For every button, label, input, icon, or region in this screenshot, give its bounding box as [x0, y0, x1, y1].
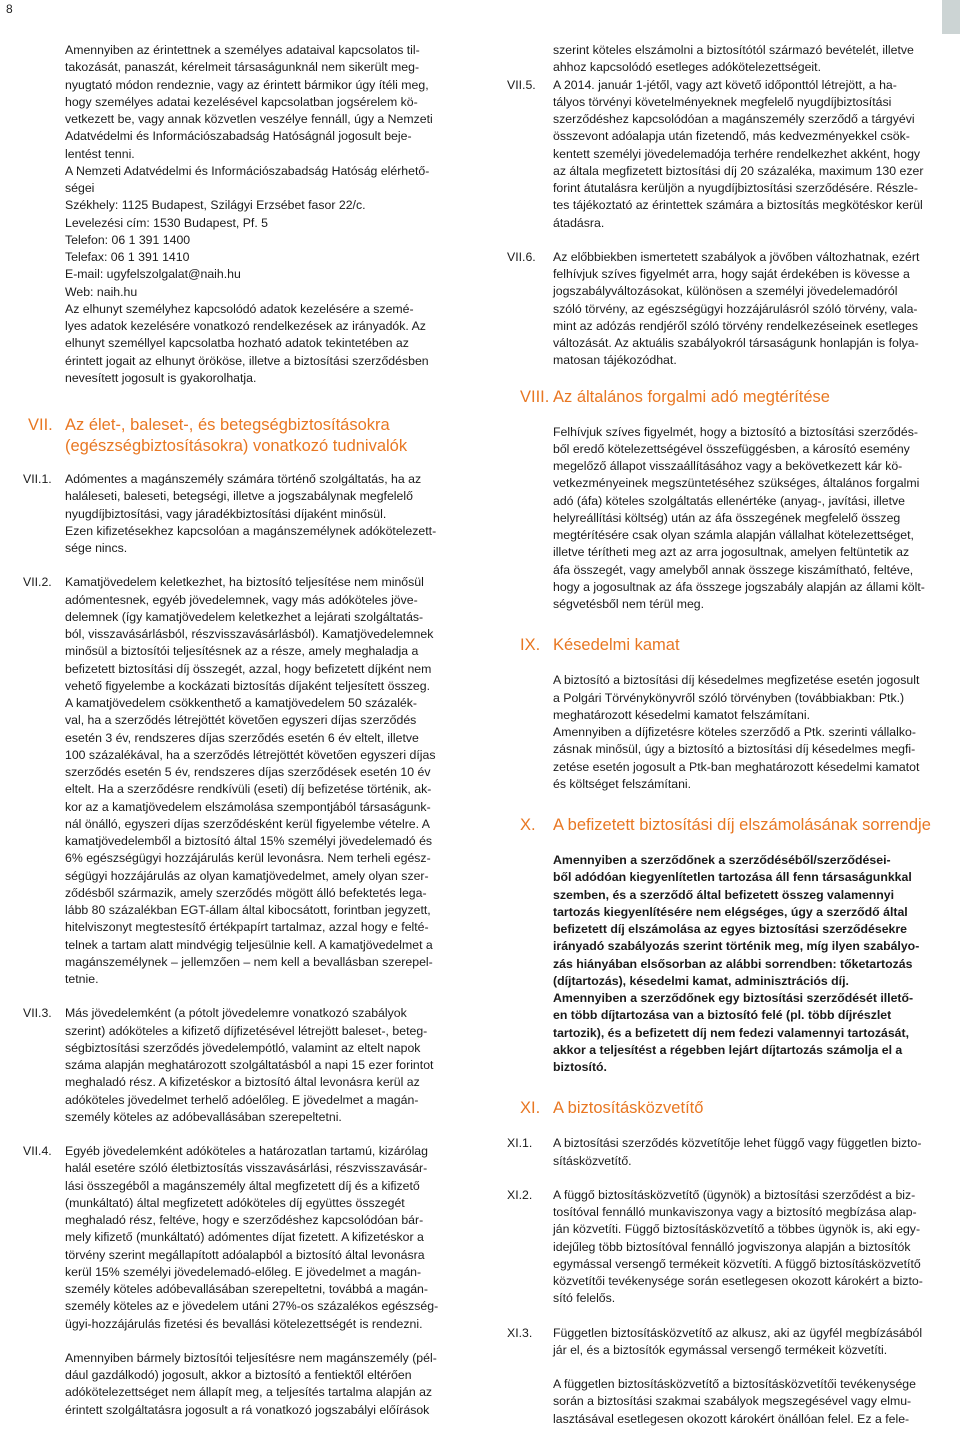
text-line: nevesített jogosult is gyakorolhatja.: [65, 370, 257, 385]
text-line: jogszabályváltozásokat, különösen a személyi jövedelemadóról: [553, 284, 898, 299]
text-line: Ezen kifizetésekhez kapcsolóan a magánszemélynek adókötelezett-: [65, 523, 437, 538]
text-line: A függő biztosításközvetítő (ügynök) a biztosítási szerződést a biz-: [553, 1187, 916, 1202]
authority-contact-title: [65, 163, 472, 198]
text-line: ügyi-hozzájárulás fizetési és bevallási kötelezettségét is rendezni.: [65, 1316, 423, 1331]
section-roman-vii: VII.: [28, 416, 53, 434]
text-line: személy köteles adóbevallásában szerepeltetni, továbbá a magán-: [65, 1282, 428, 1296]
section-extra-paragraph: [553, 1376, 957, 1428]
section-text: [553, 249, 957, 370]
numbered-section: [23, 471, 472, 557]
text-line: lási összegéből a magánszemély által megfizetett díj és a kifizető: [65, 1178, 420, 1193]
section-text: [553, 1135, 957, 1170]
text-line: érintett jogait az elhunyt örököse, illetve a biztosítási szerződésben: [65, 353, 429, 368]
section-number: XI.3.: [507, 1325, 533, 1340]
text-line: ből adódóan kiegyenlítetlen tartozása áll fenn társaságunkkal: [553, 870, 912, 885]
text-line: vehető figyelembe a kockázati biztosítás díjaként teljesített összeg.: [65, 678, 431, 693]
text-line: nál önálló, egyszeri díjas szerződésként kerül figyelembe vételre. A: [65, 816, 430, 831]
numbered-section: [507, 1325, 957, 1360]
text-line: szerződéshez kapcsolódóan a magánszemély szerződő a tárgyévi: [553, 112, 915, 126]
section-text: [65, 471, 472, 557]
text-line: megelőző állapot visszaállításához vagy a bekövetkezett kár kö-: [553, 459, 903, 473]
continuation-paragraph: [553, 42, 957, 77]
text-line: minősül a biztosítói teljesítésnek az a része, amely meghaladja a: [65, 644, 419, 659]
text-line: adómentesnek, egyéb jövedelemnek, vagy más adóköteles jöve-: [65, 592, 418, 607]
page-number: 8: [6, 2, 13, 16]
text-line: ból, visszavásárlásból, részvisszavásárlásból). Kamatjövedelemnek: [65, 627, 434, 641]
section-title-ix: Késedelmi kamat: [553, 636, 680, 655]
text-line: személy köteles az adóbevallásában szerepeltetni.: [65, 1109, 342, 1124]
left-column: [23, 42, 472, 1419]
section-title-viii: Az általános forgalmi adó megtérítése: [553, 387, 830, 406]
text-line: befizetett biztosítási díj összegét, azzal, hogy befizetett díjként nem: [65, 661, 432, 676]
text-line: hogy a jogosultnak az áfa összege jogszabály alapján az állami költ-: [553, 579, 925, 594]
text-line: lább 80 százalékban EGT-állam által kibocsátott, forintban jegyzett,: [65, 903, 431, 917]
numbered-section: [507, 77, 957, 232]
section-text: [553, 1325, 957, 1360]
text-line: ből eredő kötelezettségével összefüggésben, a károsító esemény: [553, 441, 910, 456]
section-number: XI.1.: [507, 1136, 533, 1151]
section-heading-vii: [28, 415, 472, 457]
text-line: szerződés esetén 5 év, rendszeres díjas szerződések esetén 10 év: [65, 765, 431, 779]
text-line: lyes adatok kezelésére vonatkozó rendelkezések az irányadók. Az: [65, 319, 426, 333]
text-line: Az elhunyt személyhez kapcsolódó adatok kezelésére a szemé-: [65, 301, 414, 316]
text-line: takozását, panaszát, kérelmeit társaságunknál nem sikerült meg-: [65, 60, 420, 75]
text-line: sító felelős.: [553, 1291, 616, 1306]
text-line: halál esetére szóló életbiztosítás visszavásárlási, részvisszavásár-: [65, 1161, 428, 1176]
section-number: VII.2.: [23, 575, 52, 590]
text-line: val, ha a szerződés létrejöttét követően egyszeri díjas szerződés: [65, 713, 417, 728]
text-line: meghaladó rész. A kifizetéskor a biztosító által levonásra kerül az: [65, 1075, 420, 1090]
intro-paragraph: [65, 42, 472, 163]
section-number: VII.3.: [23, 1006, 52, 1021]
section-text: [553, 77, 957, 232]
text-line: adóköteles jövedelmet terhelő adóelőleg. E jövedelmet a magán-: [65, 1092, 419, 1107]
section-roman-x: X.: [520, 816, 536, 834]
text-line: Felhívjuk szíves figyelmét, hogy a biztosító a biztosítási szerződés-: [553, 424, 918, 439]
section-title-vii-line1: Az élet-, baleset-, és betegségbiztosításokra: [65, 416, 390, 434]
text-line: tosítóval fennálló munkaviszonya vagy a biztosító megbízása alap-: [553, 1205, 917, 1219]
numbered-section: [507, 249, 957, 370]
text-line: változását. Az aktuális szabályokról társaságunk honlapján is folya-: [553, 336, 919, 350]
text-line: elhunyt személlyel kapcsolatba hozható adatok tekintetében az: [65, 336, 409, 351]
section-extra-paragraph: [65, 1350, 472, 1419]
text-line: 6% egészségügyi hozzájárulás kerül levonásra. Nem terheli egész-: [65, 851, 431, 866]
text-line: 100 százalékával, ha a szerződés létrejöttét követően egyszeri díjas: [65, 747, 436, 762]
text-line: Független biztosításközvetítő az alkusz, aki az ügyfél megbízásából: [553, 1325, 923, 1340]
text-line: és költséget felszámítani.: [553, 776, 692, 791]
numbered-section: [23, 1143, 472, 1333]
section-title-x: A befizetett biztosítási díj elszámolásának sorrendje: [553, 816, 931, 834]
text-line: tályos törvényi követelményeknek megfelelő nyugdíjbiztosítási: [553, 94, 892, 109]
text-line: akkor a teljesítést a régebben lejárt díjtartozás számolja el a: [553, 1042, 903, 1057]
text-line: egymással versengő termékeit közvetíti. A függő biztosításközvetítő: [553, 1256, 921, 1271]
text-line: A biztosító a biztosítási díj késedelmes megfizetése esetén jogosult: [553, 673, 920, 688]
text-line: telnek a tartam alatt mindvégig teljesülnie kell. A kamatjövedelmet a: [65, 937, 433, 952]
text-line: tes tájékoztató az érintettek számára a biztosítás megkötéskor kerül: [553, 198, 923, 213]
text-line: összevont adóalapja után fizetendő, más kedvezményekkel csök-: [553, 129, 910, 144]
text-line: adó (áfa) köteles szolgáltatás ellenértéke (anyag-, javítási, illetve: [553, 493, 906, 508]
text-line: illetve térítheti meg azt az arra jogosultnak, amelyen feltüntetik az: [553, 545, 910, 560]
text-line: (díjtartozás), késedelmi kamat, adminisztrációs díj.: [553, 973, 849, 988]
text-line: ahhoz kapcsolódó esetleges adókötelezettségeit.: [553, 60, 821, 75]
section-text: [65, 1143, 472, 1333]
text-line: esetén 3 év, rendszeres díjas szerződés esetén 6 év eltelt, illetve: [65, 730, 419, 745]
text-line: eltelt. Ha a szerződésre rendkívüli (eseti) díj befizetése történik, ak-: [65, 782, 432, 797]
text-line: Levelezési cím: 1530 Budapest, Pf. 5: [65, 215, 269, 230]
text-line: (munkáltató) által megfizetett adóköteles díj együttes összegét: [65, 1195, 405, 1210]
text-line: kamatjövedelemből a biztosító által 15% személyi jövedelemadó és: [65, 834, 433, 848]
text-line: ján közvetíti. Függő biztosításközvetítő a többes ügynök is, aki egy-: [553, 1222, 921, 1237]
text-line: irányadó szabályozás szerint történik meg, míg ilyen szabályo-: [553, 939, 920, 954]
section-roman-xi: XI.: [520, 1099, 541, 1118]
text-line: Telefax: 06 1 391 1410: [65, 250, 190, 264]
numbered-section: [23, 574, 472, 988]
text-line: biztosító.: [553, 1060, 607, 1074]
text-line: Egyéb jövedelemként adóköteles a határozatlan tartamú, kizárólag: [65, 1144, 428, 1158]
text-line: érintett szolgáltatásra jogosult a rá vonatkozó jogszabályi előírások: [65, 1402, 430, 1417]
text-line: vetkezett be, vagy annak közvetlen veszélye fennáll, úgy a Nemzeti: [65, 112, 433, 126]
section-number: XI.2.: [507, 1187, 533, 1202]
section-roman-viii: VIII.: [520, 387, 550, 406]
text-line: hogy személyes adatai kezelésével kapcsolatban jogsérelem kö-: [65, 94, 418, 109]
text-line: zás hiányában elsősorban az alábbi sorrendben: tőketartozás: [553, 956, 913, 971]
text-line: A biztosítási szerződés közvetítője lehet függő vagy független bizto-: [553, 1136, 922, 1151]
text-line: meghatározott késedelmi kamatot felszámítani.: [553, 707, 810, 722]
text-line: ségügyi hozzájárulás az olyan kamatjövedelmet, amely olyan szer-: [65, 868, 429, 883]
text-line: személy köteles az e jövedelem utáni 27%-os százalékos egészség-: [65, 1299, 439, 1314]
text-line: tartozás kiegyenlítésére nem elégséges, úgy a szerződő által: [553, 904, 908, 919]
text-line: adókötelezettséget nem állapít meg, a teljesítés tartalma alapján az: [65, 1385, 433, 1400]
section-text: [65, 1005, 472, 1126]
text-line: tartozik), és a befizetett díj nem fedezi valamennyi tartozását,: [553, 1025, 910, 1040]
section-title-vii-line2: (egészségbiztosításokra) vonatkozó tudnivalók: [65, 437, 408, 455]
text-line: sége nincs.: [65, 541, 128, 555]
text-line: matosan tájékozódhat.: [553, 353, 677, 368]
text-line: Amennyiben az érintettnek a személyes adataival kapcsolatos til-: [65, 43, 420, 57]
text-line: zetése esetén jogosult a Ptk-ban meghatározott késedelmi kamatot: [553, 759, 920, 774]
payment-order-paragraph-1: [553, 852, 957, 990]
text-line: zásnak minősül, úgy a biztosító a biztosítási díj késedelmes megfi-: [553, 742, 916, 757]
text-line: befizetett díj elszámolása az egyes biztosítási szerződésekre: [553, 922, 908, 936]
text-line: forint átutalásra kerüljön a nyugdíjbiztosítási szerződésére. Részle-: [553, 181, 918, 195]
section-heading-viii: [520, 387, 957, 408]
text-line: áfa összegét, vagy amelyből annak összege kiszámítható, feltéve,: [553, 562, 914, 577]
text-line: kor az a kamatjövedelem elszámolása szempontjából társaságunk-: [65, 799, 431, 814]
text-line: szerint) adóköteles a kifizető díjfizetésével létrejött baleset-, beteg-: [65, 1023, 428, 1038]
text-line: ségvetésből nem térül meg.: [553, 597, 705, 611]
text-line: ződésből származik, amely szerződés mögött álló befektetés lega-: [65, 885, 427, 900]
section-text: [553, 1187, 957, 1308]
text-line: szemben, és a szerződő által befizetett összeg valamennyi: [553, 887, 895, 902]
numbered-section: [23, 1005, 472, 1126]
text-line: vetkezményeinek megszüntetéséhez szükséges, általános forgalmi: [553, 476, 920, 491]
text-line: delemnek (így kamatjövedelem keletkezhet a lejárati szolgáltatás-: [65, 609, 424, 624]
text-line: Adatvédelmi és Információszabadság Hatóságnál jogosult beje-: [65, 129, 412, 144]
text-line: Amennyiben bármely biztosítói teljesítésre nem magánszemély (pél-: [65, 1350, 437, 1365]
text-line: felhívjuk szíves figyelmét arra, hogy saját érdekében is kövesse a: [553, 267, 910, 281]
section-heading-ix: [520, 635, 957, 656]
section-roman-ix: IX.: [520, 636, 541, 655]
text-line: Telefon: 06 1 391 1400: [65, 232, 191, 247]
text-line: során a biztosítási szakmai szabályok megszegésével vagy elmu-: [553, 1394, 912, 1409]
text-line: ségei: [65, 181, 95, 195]
text-line: nyugtató módon rendeznie, vagy az érintett bármikor úgy ítéli meg,: [65, 77, 429, 92]
section-number: VII.6.: [507, 249, 536, 264]
text-line: mint az adózás rendjéről szóló törvény rendelkezéseinek esetleges: [553, 318, 919, 333]
section-list-vii-left: [23, 471, 472, 1419]
text-line: Amennyiben a szerződőnek a szerződéséből/szerződései-: [553, 853, 891, 867]
text-line: száma alapján meghatározott szolgáltatásból a napi 15 ezer forintot: [65, 1058, 434, 1072]
section-number: VII.4.: [23, 1144, 52, 1158]
text-line: Kamatjövedelem keletkezhet, ha biztosító teljesítése nem minősül: [65, 575, 424, 590]
text-line: törvény szerint megállapított adóalapból a biztosító által levonásra: [65, 1247, 425, 1262]
section-title-xi: A biztosításközvetítő: [553, 1099, 704, 1118]
text-line: kentett személyi jövedelemadója terhére rendelkezhet akként, hogy: [553, 146, 921, 161]
text-line: haláleseti, baleseti, betegségi, illetve a jogszabálynak megfelelő: [65, 489, 413, 504]
section-heading-x: [520, 815, 957, 836]
late-interest-paragraph-1: [553, 672, 957, 724]
text-line: sításközvetítő.: [553, 1153, 632, 1168]
text-line: szerint köteles elszámolni a biztosítótól származó bevételét, illetve: [553, 43, 914, 57]
text-line: A Nemzeti Adatvédelmi és Információszabadság Hatóság elérhető-: [65, 163, 430, 178]
text-line: lasztásával esetlegesen okozott károkért önállóan felel. Ez a fele-: [553, 1411, 910, 1426]
text-line: jár el, és a biztosítók egymással versengő termékeit közvetíti.: [553, 1342, 888, 1357]
text-line: A kamatjövedelem csökkenthető a kamatjövedelem 50 százalék-: [65, 696, 418, 710]
text-line: ségbiztosítási szerződés jövedelempótló, valamint az eltelt napok: [65, 1040, 421, 1055]
text-line: E-mail: ugyfelszolgalat@naih.hu: [65, 267, 241, 282]
numbered-section: [507, 1135, 957, 1170]
payment-order-paragraph-2: [553, 990, 957, 1076]
text-line: Web: naih.hu: [65, 284, 138, 299]
text-line: dául gazdálkodó) jogosult, akkor a biztosító a fentiektől eltérően: [65, 1368, 412, 1382]
corner-tab: [942, 0, 960, 34]
text-line: Székhely: 1125 Budapest, Szilágyi Erzsébet fasor 22/c.: [65, 198, 366, 213]
authority-contact-details: [65, 197, 472, 301]
text-line: kerül 15% személyi jövedelemadó-előleg. E jövedelmet a magán-: [65, 1264, 422, 1279]
text-line: magánszemélynek – jellemzően – nem kell a bevallásban szerepel-: [65, 954, 433, 969]
text-line: tetnie.: [65, 972, 99, 986]
text-line: Adómentes a magánszemély számára történő szolgáltatás, ha az: [65, 472, 422, 486]
section-list-xi: [507, 1135, 957, 1428]
text-line: A 2014. január 1-jétől, vagy azt követő időponttól létrejött, a ha-: [553, 77, 897, 92]
text-line: közvetítői tevékenysége során esetlegesen okozott károkért a bizto-: [553, 1274, 923, 1288]
numbered-section: [507, 1187, 957, 1308]
text-line: A független biztosításközvetítő a biztosításközvetítői tevékenysége: [553, 1377, 916, 1391]
text-line: megtérítésére csak olyan számla alapján vállalhat kötelezettséget,: [553, 528, 914, 542]
section-number: VII.1.: [23, 472, 52, 486]
text-line: en több díjtartozása van a biztosító felé (pl. több díjrészlet: [553, 1008, 892, 1023]
text-line: idejűleg több biztosítóval fennálló jogviszonya alapján a biztosítók: [553, 1239, 911, 1254]
section-list-vii-right: [507, 77, 957, 370]
text-line: az általa megfizetett biztosítási díj 20 százaléka, maximum 130 ezer: [553, 163, 924, 178]
text-line: Az előbbiekben ismertetett szabályok a jövőben változhatnak, ezért: [553, 249, 920, 264]
right-column: [507, 42, 957, 1428]
text-line: a Polgári Törvénykönyvről szóló törvényben (továbbiakban: Ptk.): [553, 690, 905, 705]
text-line: helyreállítási költség) után az áfa összegének megfelelő összeg: [553, 510, 901, 525]
text-line: Amennyiben a díjfizetésre köteles szerződő a Ptk. szerinti vállalko-: [553, 725, 916, 739]
vat-paragraph: [553, 424, 957, 614]
text-line: meghaladó rész, feltéve, hogy e szerződéshez kapcsolódóan bár-: [65, 1213, 424, 1227]
late-interest-paragraph-2: [553, 724, 957, 793]
deceased-data-paragraph: [65, 301, 472, 387]
text-line: Más jövedelemként (a pótolt jövedelemre vonatkozó szabályok: [65, 1006, 407, 1021]
section-number: VII.5.: [507, 77, 536, 92]
text-line: lentést tenni.: [65, 146, 135, 161]
text-line: hitelviszonyt megtestesítő értékpapírt tartalmaz, azzal hogy e felté-: [65, 920, 429, 935]
section-text: [65, 574, 472, 988]
text-line: nyugdíjbiztosítási, vagy járadékbiztosítási díjaként minősül.: [65, 506, 387, 521]
section-heading-xi: [520, 1098, 957, 1119]
text-line: mely kifizető (munkáltató) adómentes díjat fizetett. A kifizetéskor a: [65, 1230, 424, 1245]
text-line: átadásra.: [553, 215, 605, 230]
text-line: szóló törvény, az egészségügyi hozzájárulásról szóló törvény, vala-: [553, 301, 918, 316]
text-line: Amennyiben a szerződőnek egy biztosítási szerződését illető-: [553, 991, 914, 1005]
